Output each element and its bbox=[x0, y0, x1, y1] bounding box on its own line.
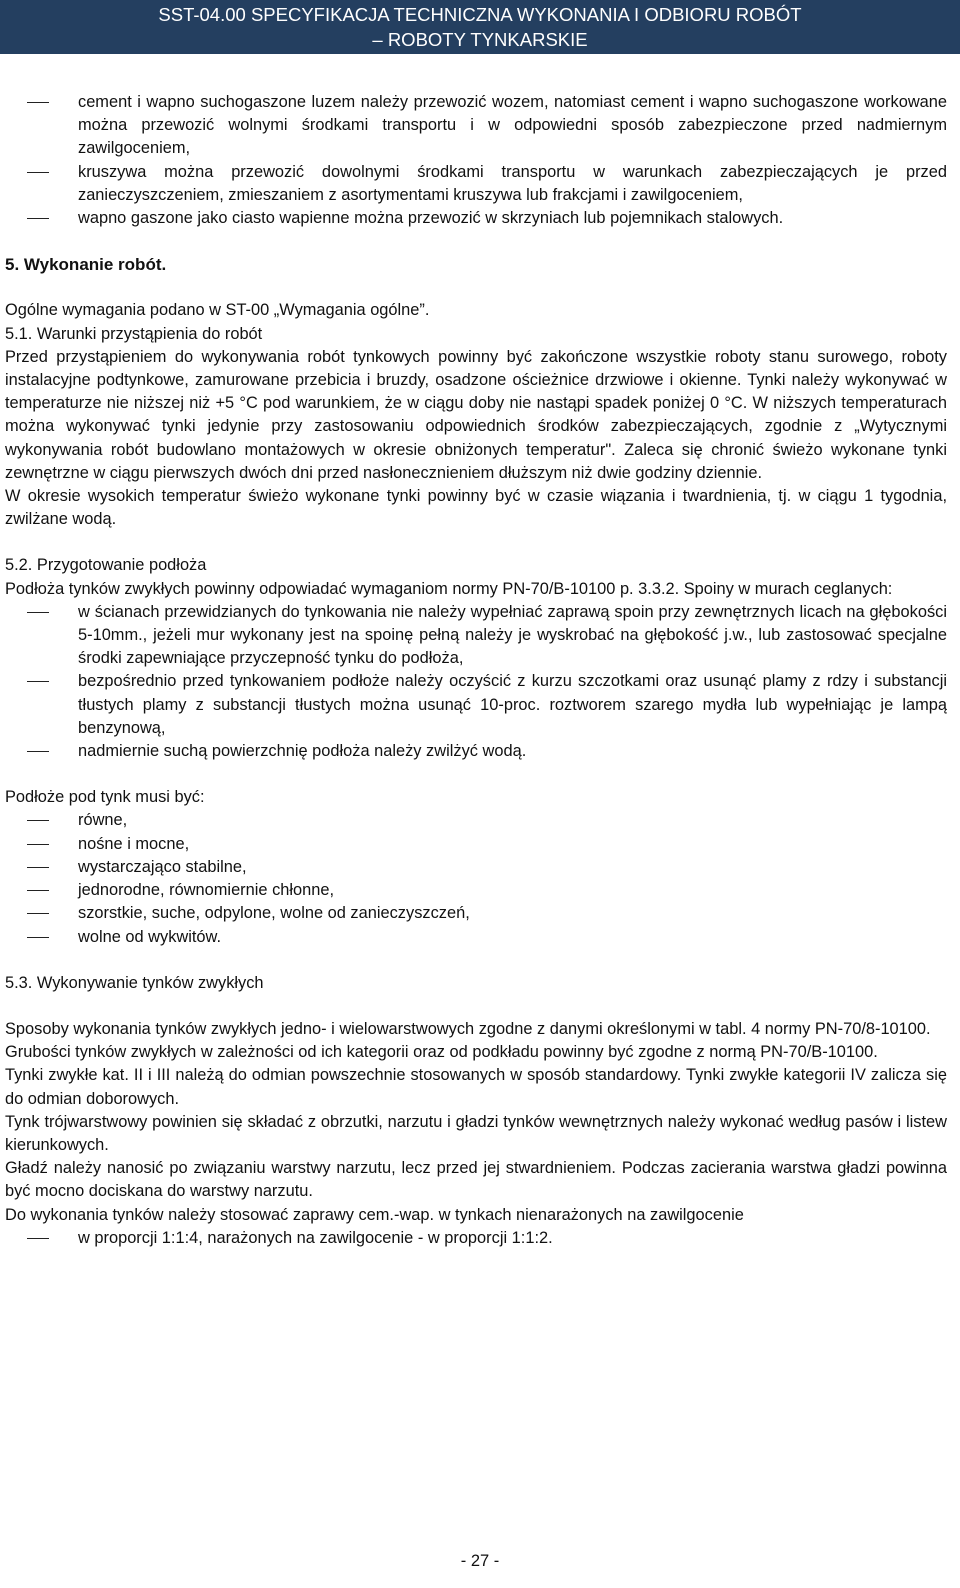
paragraph: Grubości tynków zwykłych w zależności od ich kategorii oraz od podkładu powinny być zgodne z normą PN-70/B-10100. bbox=[5, 1043, 878, 1062]
transport-list bbox=[5, 91, 947, 230]
paragraph: Tynk trójwarstwowy powinien się składać z obrzutki, narzutu i gładzi tynków wewnętrznych należy wykonać według pasów i listew kierunkowych. bbox=[5, 1112, 947, 1154]
dash-bullet-icon bbox=[27, 890, 49, 891]
paragraph: Do wykonania tynków należy stosować zaprawy cem.-wap. w tynkach nienarażonych na zawilgocenie bbox=[5, 1205, 744, 1224]
dash-bullet-icon bbox=[27, 612, 49, 613]
list-item: wapno gaszone jako ciasto wapienne można przewozić w skrzyniach lub pojemnikach stalowych. bbox=[5, 207, 947, 230]
list-item: wolne od wykwitów. bbox=[5, 926, 947, 949]
paragraph: Sposoby wykonania tynków zwykłych jedno- i wielowarstwowych zgodne z danymi określonymi w tabl. 4 normy PN-70/8-10100. bbox=[5, 1019, 931, 1038]
dash-bullet-icon bbox=[27, 844, 49, 845]
list-item: cement i wapno suchogaszone luzem należy przewozić wozem, natomiast cement i wapno suchogaszone workowane można przewozić wolnymi środkami transportu i w odpowiedni sposób zabezpieczone przed nadmiernym zawilgoceniem, bbox=[5, 91, 947, 161]
dash-bullet-icon bbox=[27, 751, 49, 752]
section-heading: 5. Wykonanie robót. bbox=[5, 255, 167, 275]
dash-bullet-icon bbox=[27, 681, 49, 682]
subsection-heading: 5.3. Wykonywanie tynków zwykłych bbox=[5, 973, 264, 992]
paragraph: Podłoża tynków zwykłych powinny odpowiadać wymaganiom normy PN-70/B-10100 p. 3.3.2. Spoiny w murach ceglanych: bbox=[5, 579, 893, 598]
preparation-list bbox=[5, 601, 947, 763]
list-item: nośne i mocne, bbox=[5, 833, 947, 856]
dash-bullet-icon bbox=[27, 1238, 49, 1239]
paragraph: Tynki zwykłe kat. II i III należą do odmian powszechnie stosowanych w sposób standardowy. Tynki zwykłe kategorii IV zalicza się do odmian doborowych. bbox=[5, 1066, 947, 1108]
dash-bullet-icon bbox=[27, 937, 49, 938]
paragraph: Podłoże pod tynk musi być: bbox=[5, 788, 205, 807]
list-item: nadmiernie suchą powierzchnię podłoża należy zwilżyć wodą. bbox=[5, 740, 947, 763]
page-number: - 27 - bbox=[460, 1552, 500, 1570]
list-item: kruszywa można przewozić dowolnymi środkami transportu w warunkach zabezpieczających je przed zanieczyszczeniem, zmieszaniem z asortymentami kruszywa lub frakcjami i zawilgoceniem, bbox=[5, 161, 947, 207]
dash-bullet-icon bbox=[27, 867, 49, 868]
list-item: bezpośrednio przed tynkowaniem podłoże należy oczyścić z kurzu szczotkami oraz usunąć plamy z rdzy i substancji tłustych plamy z substancji tłustych można usunąć 10-proc. roztworem szarego mydła lub wypełniając je lampą benzynową, bbox=[5, 670, 947, 740]
paragraph: W okresie wysokich temperatur świeżo wykonane tynki powinny być w czasie wiązania i twardnienia, tj. w ciągu 1 tygodnia, zwilżane wodą. bbox=[5, 487, 947, 529]
header-title: SST-04.00 SPECYFIKACJA TECHNICZNA WYKONANIA I ODBIORU ROBÓT bbox=[158, 4, 802, 25]
header-subtitle: – ROBOTY TYNKARSKIE bbox=[372, 29, 588, 50]
list-item: szorstkie, suche, odpylone, wolne od zanieczyszczeń, bbox=[5, 902, 947, 925]
subsection-heading: 5.2. Przygotowanie podłoża bbox=[5, 556, 207, 575]
paragraph: Przed przystąpieniem do wykonywania robót tynkowych powinny być zakończone wszystkie roboty stanu surowego, roboty instalacyjne podtynkowe, zamurowane przebicia i bruzdy, osadzone ościeżnice drzwiowe i okienne. Tynki należy wykonywać w temperaturze nie niższej niż +5 °C pod warunkiem, że w ciągu doby nie nastąpi spadek poniżej 0 °C. W niższych temperaturach można wykonywać tynki jedynie przy zastosowaniu odpowiednich środków zabezpieczających, zgodnie z „Wytycznymi wykonywania robót budowlano montażowych w okresie obniżonych temperatur". Zaleca się chronić świeżo wykonane tynki zewnętrzne w ciągu pierwszych dwóch dni przed nasłonecznieniem dłuższym niż dwie godziny dziennie. bbox=[5, 347, 947, 482]
document-body bbox=[5, 91, 947, 1250]
subsection-heading: 5.1. Warunki przystąpienia do robót bbox=[5, 324, 263, 343]
paragraph: Ogólne wymagania podano w ST-00 „Wymagania ogólne”. bbox=[5, 301, 430, 320]
dash-bullet-icon bbox=[27, 820, 49, 821]
list-item: równe, bbox=[5, 809, 947, 832]
list-item: w proporcji 1:1:4, narażonych na zawilgocenie - w proporcji 1:1:2. bbox=[5, 1227, 947, 1250]
list-item: jednorodne, równomiernie chłonne, bbox=[5, 879, 947, 902]
list-item: w ścianach przewidzianych do tynkowania nie należy wypełniać zaprawą spoin przy zewnętrznych licach na głębokości 5-10mm., jeżeli mur wykonany jest na spoinę pełną należy je wyskrobać na głębokość j.w., lub zastosować specjalne środki zapewniające przyczepność tynku do podłoża, bbox=[5, 601, 947, 671]
dash-bullet-icon bbox=[27, 913, 49, 914]
list-item: wystarczająco stabilne, bbox=[5, 856, 947, 879]
dash-bullet-icon bbox=[27, 102, 49, 103]
dash-bullet-icon bbox=[27, 172, 49, 173]
document-header bbox=[0, 0, 960, 54]
dash-bullet-icon bbox=[27, 218, 49, 219]
substrate-list bbox=[5, 809, 947, 948]
paragraph: Gładź należy nanosić po związaniu warstwy narzutu, lecz przed jej stwardnieniem. Podczas zacierania warstwa gładzi powinna być mocno dociskana do warstwy narzutu. bbox=[5, 1159, 947, 1201]
